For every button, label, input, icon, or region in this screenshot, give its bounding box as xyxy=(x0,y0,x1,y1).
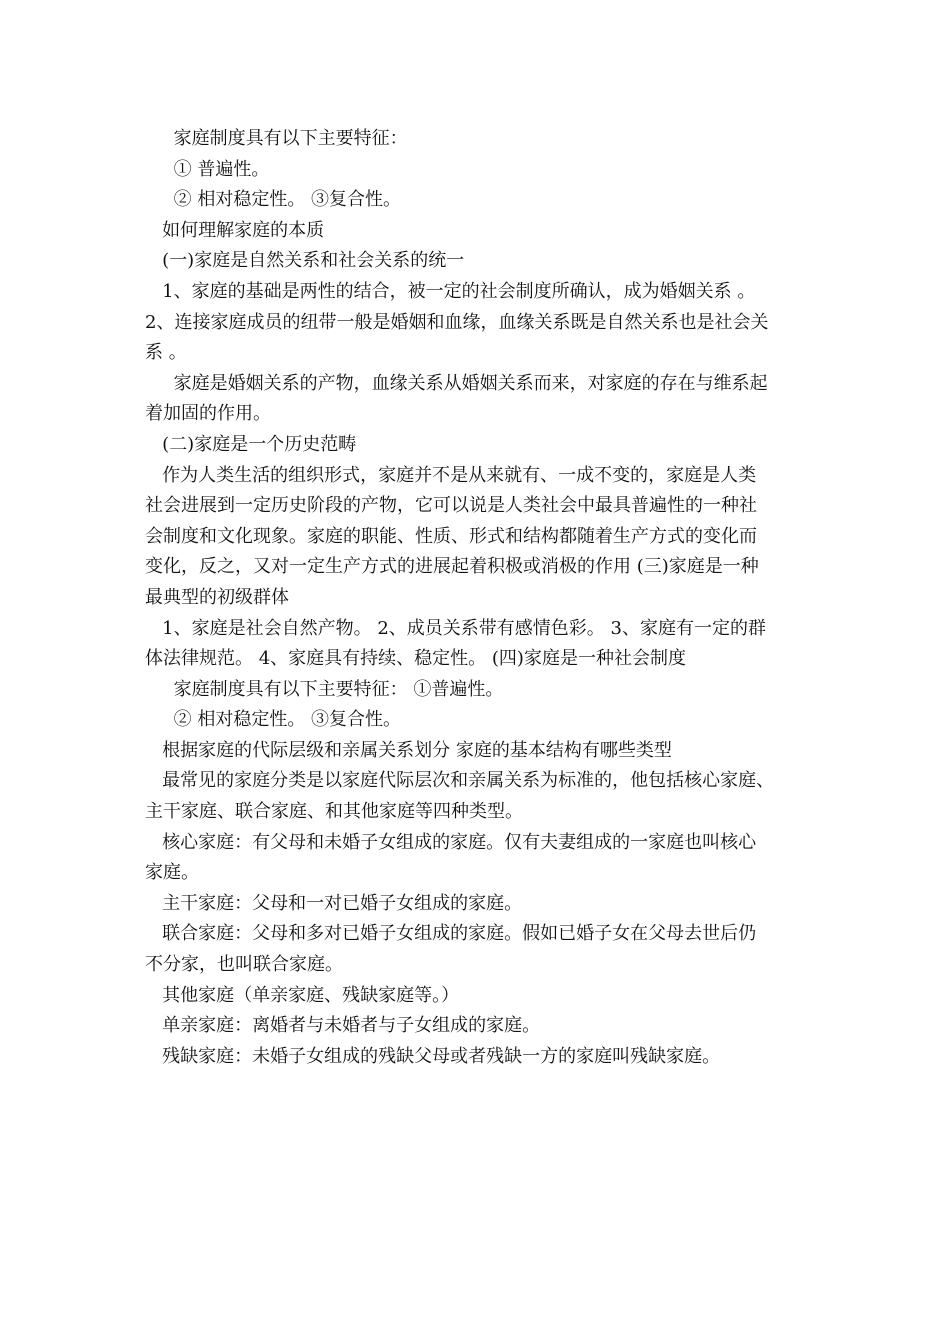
paragraph-line: 着加固的作用。 xyxy=(145,403,271,425)
paragraph-line: 1、家庭的基础是两性的结合，被一定的社会制度所确认，成为婚姻关系 。 xyxy=(145,280,756,302)
paragraph-line: 家庭制度具有以下主要特征： xyxy=(145,128,408,149)
paragraph-line: 家庭制度具有以下主要特征： ①普遍性。 xyxy=(145,678,504,700)
paragraph-line: 主干家庭：父母和一对已婚子女组成的家庭。 xyxy=(145,892,523,914)
section-heading: 根据家庭的代际层级和亲属关系划分 家庭的基本结构有哪些类型 xyxy=(145,739,672,761)
paragraph-line: 体法律规范。 4、家庭具有持续、稳定性。 (四)家庭是一种社会制度 xyxy=(145,648,686,670)
paragraph-line: 核心家庭：有父母和未婚子女组成的家庭。仅有夫妻组成的一家庭也叫核心 xyxy=(145,831,757,853)
paragraph-line: 社会进展到一定历史阶段的产物，它可以说是人类社会中最具普遍性的一种社 xyxy=(145,495,757,517)
paragraph-line: 不分家，也叫联合家庭。 xyxy=(145,954,343,976)
section-heading: 如何理解家庭的本质 xyxy=(145,219,325,241)
paragraph-line: 主干家庭、联合家庭、和其他家庭等四种类型。 xyxy=(145,801,523,823)
paragraph-line: 残缺家庭：未婚子女组成的残缺父母或者残缺一方的家庭叫残缺家庭。 xyxy=(145,1045,721,1067)
paragraph-line: 其他家庭（单亲家庭、残缺家庭等。） xyxy=(145,984,460,1006)
paragraph-line: 1、家庭是社会自然产物。 2、成员关系带有感情色彩。 3、家庭有一定的群 xyxy=(145,617,766,639)
paragraph-line: 单亲家庭：离婚者与未婚者与子女组成的家庭。 xyxy=(145,1015,541,1037)
section-heading: (二)家庭是一个历史范畴 xyxy=(145,433,357,455)
document-body xyxy=(145,124,810,1072)
paragraph-line: 系 。 xyxy=(145,342,187,364)
paragraph-line: 最常见的家庭分类是以家庭代际层次和亲属关系为标准的，他包括核心家庭、 xyxy=(145,770,775,792)
paragraph-line: 家庭是婚姻关系的产物，血缘关系从婚姻关系而来，对家庭的存在与维系起 xyxy=(145,372,768,394)
paragraph-line: ② 相对稳定性。 ③复合性。 xyxy=(145,709,402,731)
paragraph-line: 会制度和文化现象。家庭的职能、性质、形式和结构都随着生产方式的变化而 xyxy=(145,525,757,547)
section-heading: (一)家庭是自然关系和社会关系的统一 xyxy=(145,250,465,272)
paragraph-line: 作为人类生活的组织形式，家庭并不是从来就有、一成不变的，家庭是人类 xyxy=(145,464,757,486)
paragraph-line: ② 相对稳定性。 ③复合性。 xyxy=(145,189,402,211)
paragraph-line: 最典型的初级群体 xyxy=(145,586,289,608)
paragraph-line: 家庭。 xyxy=(145,862,199,884)
paragraph-line: 变化，反之，又对一定生产方式的进展起着积极或消极的作用 (三)家庭是一种 xyxy=(145,556,759,578)
paragraph-line: 2、连接家庭成员的纽带一般是婚姻和血缘，血缘关系既是自然关系也是社会关 xyxy=(145,311,769,333)
paragraph-line: ① 普遍性。 xyxy=(145,158,270,180)
paragraph-line: 联合家庭：父母和多对已婚子女组成的家庭。假如已婚子女在父母去世后仍 xyxy=(145,923,757,945)
